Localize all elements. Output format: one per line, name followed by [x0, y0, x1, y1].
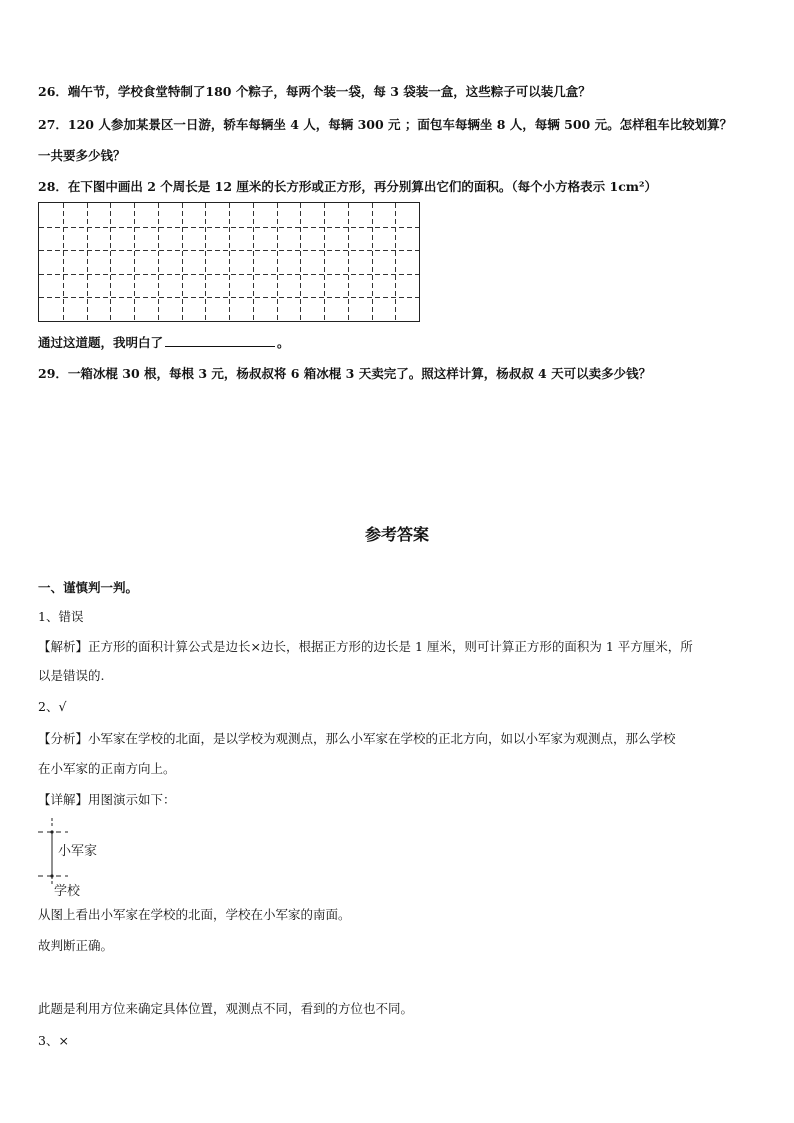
conclusion-prefix: 通过这道题，我明白了	[38, 335, 164, 350]
square-grid[interactable]	[38, 202, 420, 322]
conclusion-blank[interactable]	[165, 334, 275, 347]
answer-2-detail: 【详解】用图演示如下：	[38, 792, 176, 807]
question-28-conclusion	[38, 333, 290, 351]
answer-1-explanation-2: 以是错误的.	[38, 668, 105, 683]
question-29: 29．一箱冰棍 30 根，每根 3 元，杨叔叔将 6 箱冰棍 3 天卖完了。照这样计算，杨叔叔 4 天可以卖多少钱？	[38, 366, 652, 381]
question-28: 28．在下图中画出 2 个周长是 12 厘米的长方形或正方形，再分别算出它们的面积。（每个小方格表示 1cm²）	[38, 179, 658, 194]
answer-1-explanation-1: 【解析】正方形的面积计算公式是边长×边长，根据正方形的边长是 1 厘米，则可计算正方形的面积为 1 平方厘米，所	[38, 639, 693, 654]
question-27-cont: 一共要多少钱？	[38, 148, 126, 163]
answer-2-analysis-2: 在小军家的正南方向上。	[38, 761, 176, 776]
answer-2-label: 2、√	[38, 699, 67, 714]
direction-diagram	[38, 818, 158, 898]
answer-2-conclusion-1: 从图上看出小军家在学校的北面，学校在小军家的南面。	[38, 907, 351, 922]
answers-title: 参考答案	[364, 525, 429, 544]
answer-1-label: 1、错误	[38, 609, 84, 624]
question-27: 27．120 人参加某景区一日游，轿车每辆坐 4 人，每辆 300 元 ；面包车每辆坐 8 人，每辆 500 元。怎样租车比较划算？	[38, 117, 733, 132]
answer-2-conclusion-2: 故判断正确。	[38, 938, 114, 953]
diagram-label-school: 学校	[54, 884, 81, 899]
answer-2-note: 此题是利用方位来确定具体位置，观测点不同，看到的方位也不同。	[38, 1001, 414, 1016]
diagram-label-home: 小军家	[58, 844, 98, 859]
answer-2-analysis-1: 【分析】小军家在学校的北面，是以学校为观测点，那么小军家在学校的正北方向，如以小军家为观测点，那么学校	[38, 731, 676, 746]
answer-3-label: 3、×	[38, 1033, 69, 1048]
conclusion-suffix: 。	[277, 335, 290, 350]
question-26: 26．端午节，学校食堂特制了180 个粽子，每两个装一袋，每 3 袋装一盒，这些粽子可以装几盒？	[38, 84, 591, 99]
section-1-heading: 一、谨慎判一判。	[38, 580, 139, 595]
